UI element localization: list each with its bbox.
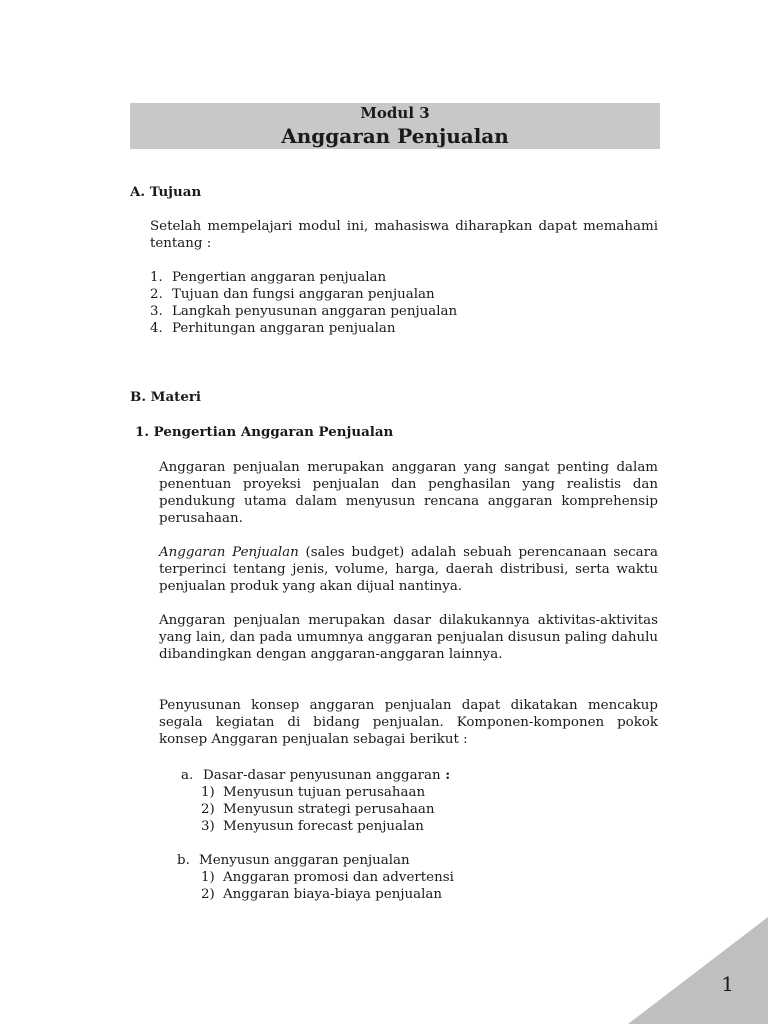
- list-a-items: [201, 784, 434, 835]
- module-header: [130, 103, 660, 149]
- list-item: 1. Pengertian anggaran penjualan: [150, 270, 387, 285]
- subsection-1-heading: 1. Pengertian Anggaran Penjualan: [135, 424, 394, 440]
- objectives-list: [150, 269, 457, 337]
- section-a-heading: A. Tujuan: [130, 184, 202, 200]
- module-title: Anggaran Penjualan: [281, 124, 509, 148]
- page-corner-decoration: [628, 917, 768, 1024]
- list-item: 2. Tujuan dan fungsi anggaran penjualan: [150, 287, 435, 302]
- list-item: 4. Perhitungan anggaran penjualan: [150, 321, 396, 336]
- page-number: 1: [721, 972, 734, 996]
- sales-budget-term: Anggaran Penjualan: [159, 545, 299, 560]
- list-item: 2) Menyusun strategi perusahaan: [201, 802, 435, 817]
- list-b-label: b. Menyusun anggaran penjualan: [177, 853, 410, 868]
- paragraph-4: Penyusunan konsep anggaran penjualan dapat dikatakan mencakup segala kegiatan di bidang penjualan. Komponen-komponen pokok konsep Anggaran penjualan sebagai berikut :: [159, 698, 658, 747]
- list-item: 3. Langkah penyusunan anggaran penjualan: [150, 304, 458, 319]
- list-item: 3) Menyusun forecast penjualan: [201, 819, 424, 834]
- section-a-intro: Setelah mempelajari modul ini, mahasiswa diharapkan dapat memahami tentang :: [150, 219, 658, 251]
- list-b-items: [201, 869, 454, 903]
- section-b-heading: B. Materi: [130, 389, 201, 405]
- list-a-label: a. Dasar-dasar penyusunan anggaran :: [181, 767, 451, 783]
- paragraph-3: Anggaran penjualan merupakan dasar dilakukannya aktivitas-aktivitas yang lain, dan pada umumnya anggaran penjualan disusun paling dahulu dibandingkan dengan anggaran-anggaran lainnya.: [159, 613, 658, 662]
- list-item: 1) Menyusun tujuan perusahaan: [201, 785, 426, 800]
- list-item: 1) Anggaran promosi dan advertensi: [201, 870, 454, 885]
- paragraph-1: Anggaran penjualan merupakan anggaran yang sangat penting dalam penentuan proyeksi penjualan dan penghasilan yang realistis dan pendukung utama dalam menyusun rencana anggaran komprehensip perusahaan.: [159, 460, 658, 526]
- module-label: Modul 3: [360, 104, 430, 122]
- list-item: 2) Anggaran biaya-biaya penjualan: [201, 887, 443, 902]
- paragraph-2: Anggaran Penjualan (sales budget) adalah sebuah perencanaan secara terperinci tentang jenis, volume, harga, daerah distribusi, serta waktu penjualan produk yang akan dijual nantinya.: [159, 545, 658, 594]
